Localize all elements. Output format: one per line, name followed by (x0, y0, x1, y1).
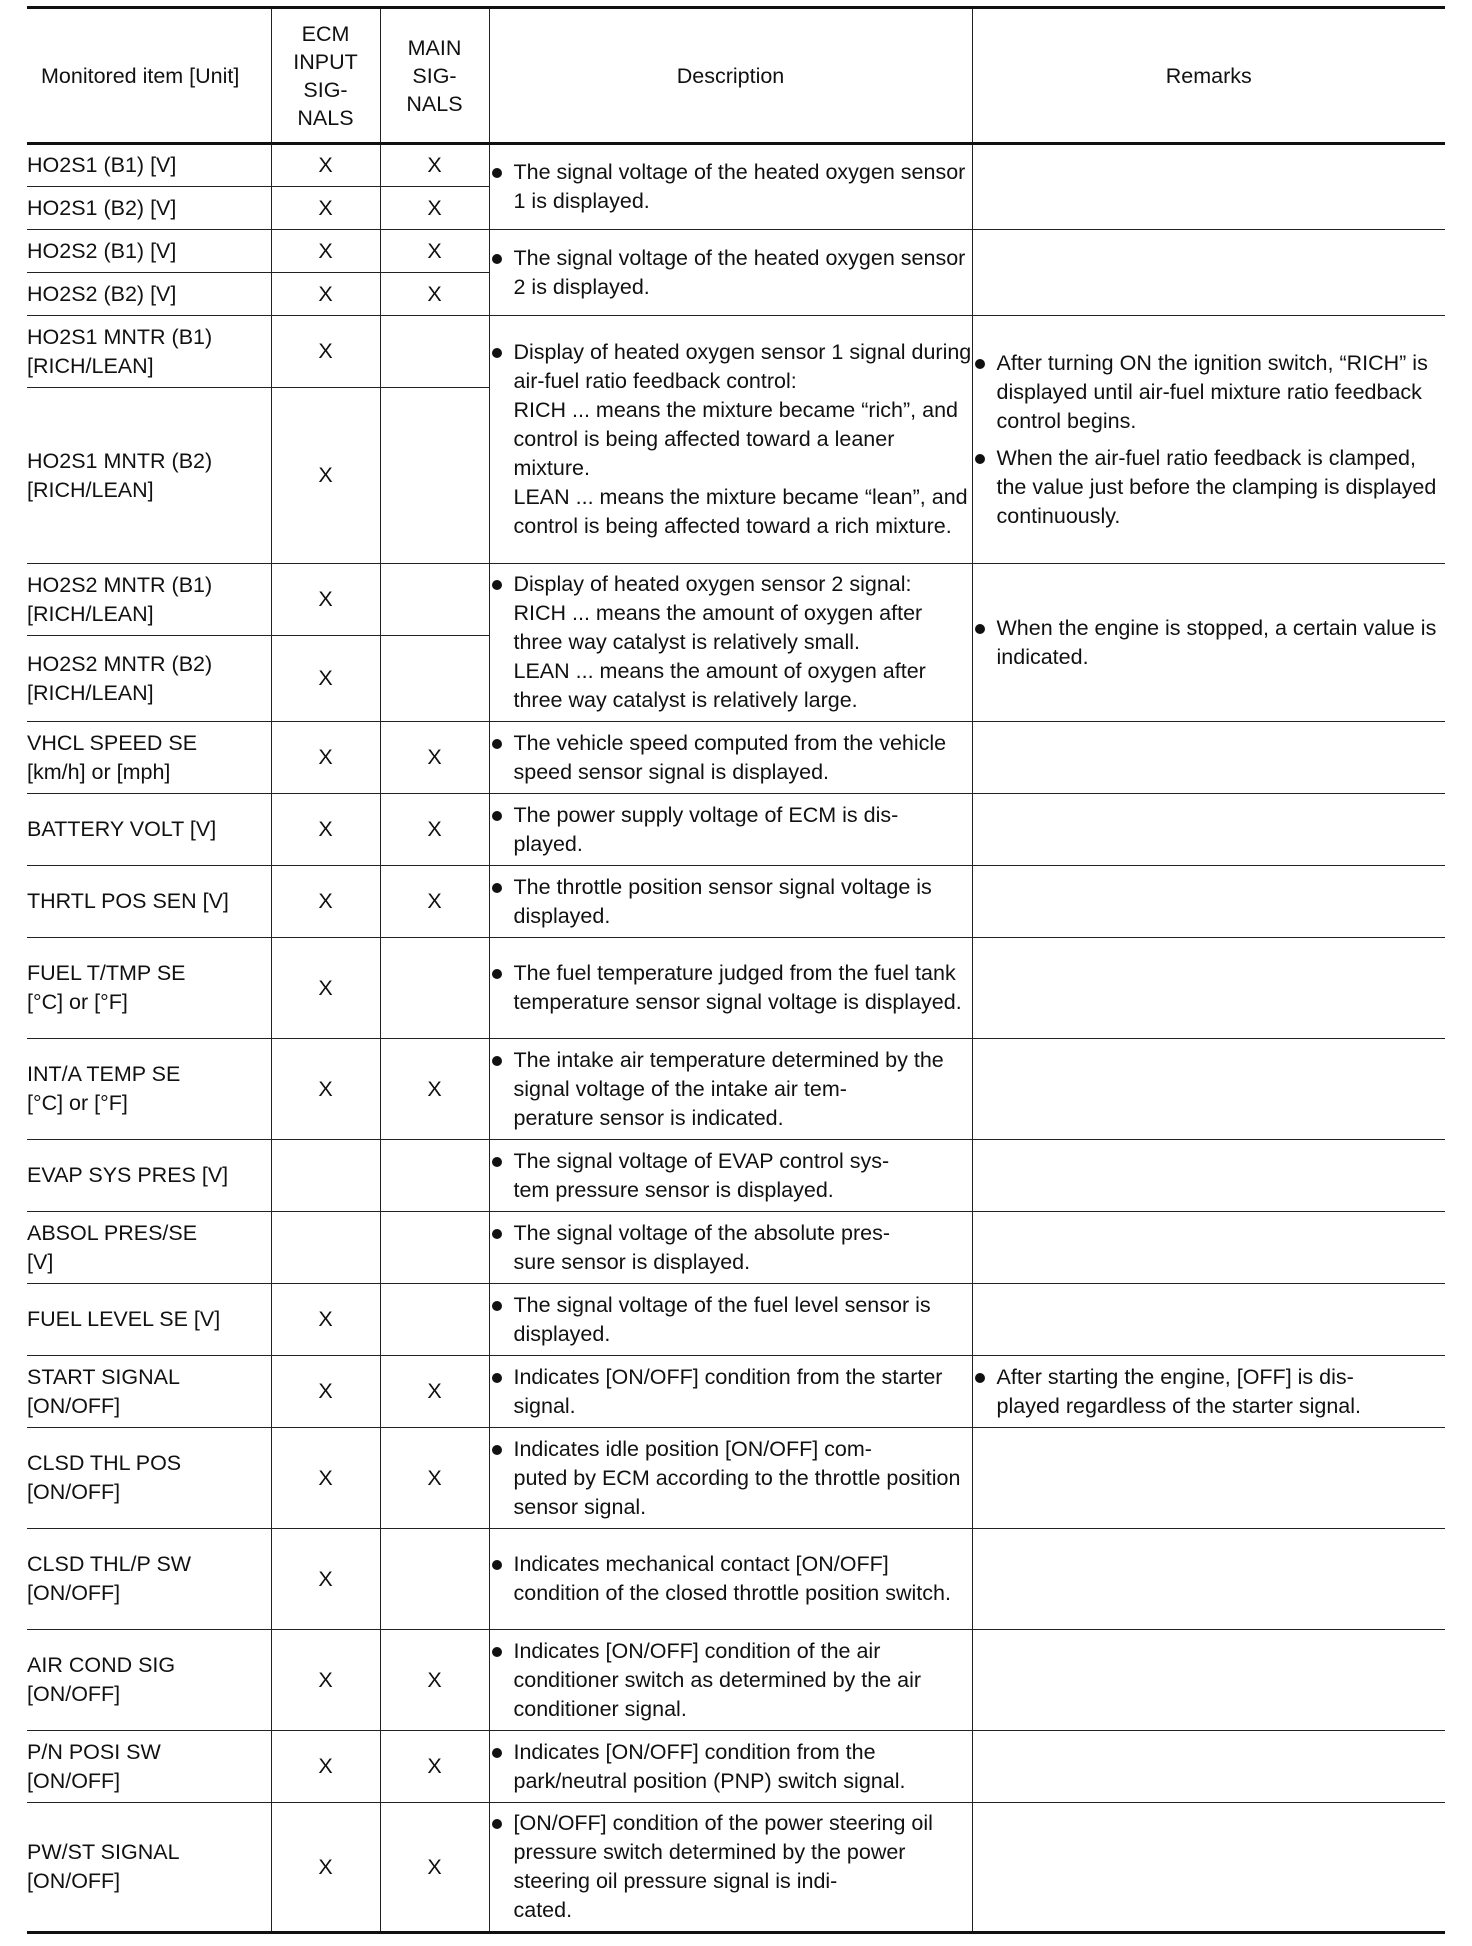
remarks-cell (972, 1140, 1445, 1212)
main-signal-mark (380, 1529, 489, 1630)
description-bullet: The signal voltage of the heated oxygen sensor 2 is displayed. (490, 244, 972, 302)
ecm-input-signal-mark: X (271, 1529, 380, 1630)
monitored-item-cell: HO2S2 (B1) [V] (27, 230, 271, 273)
table-row (27, 144, 1445, 187)
monitored-item-cell: CLSD THL POS [ON/OFF] (27, 1428, 271, 1529)
ecm-input-signal-mark: X (271, 230, 380, 273)
remarks-bullet: After turning ON the ignition switch, “RICH” is displayed until air-fuel mixture ratio feedback control begins. (973, 349, 1446, 436)
ecm-input-signal-mark: X (271, 1356, 380, 1428)
remarks-cell (972, 722, 1445, 794)
main-signal-mark: X (380, 866, 489, 938)
remarks-bullet: When the engine is stopped, a certain value is indicated. (973, 614, 1446, 672)
monitored-item-cell: FUEL T/TMP SE [°C] or [°F] (27, 938, 271, 1039)
main-signal-mark: X (380, 722, 489, 794)
table-body (27, 144, 1445, 1933)
monitored-item-cell: INT/A TEMP SE [°C] or [°F] (27, 1039, 271, 1140)
table-row (27, 794, 1445, 866)
remarks-cell (972, 1630, 1445, 1731)
remarks-cell (972, 230, 1445, 316)
main-signal-mark (380, 1140, 489, 1212)
main-signal-mark: X (380, 1039, 489, 1140)
remarks-cell (972, 1284, 1445, 1356)
header-monitored-item: Monitored item [Unit] (27, 8, 271, 144)
remarks-cell (972, 1356, 1445, 1428)
table-row (27, 722, 1445, 794)
main-signal-mark: X (380, 1731, 489, 1803)
table-row (27, 1731, 1445, 1803)
remarks-bullet: When the air-fuel ratio feedback is clamped, the value just before the clamping is displayed continuously. (973, 444, 1446, 531)
table-row (27, 1803, 1445, 1933)
table-row (27, 1140, 1445, 1212)
description-bullet: Display of heated oxygen sensor 1 signal during air-fuel ratio feedback control: RICH ... means the mixture became “rich”, and control is being affected toward a leaner mixture. LEAN ... means the mixture became “lean”, and control is being affected toward a rich mixture. (490, 338, 972, 541)
table-row (27, 1039, 1445, 1140)
table-row (27, 938, 1445, 1039)
description-cell (489, 564, 972, 722)
remarks-cell (972, 794, 1445, 866)
remarks-cell (972, 1529, 1445, 1630)
description-cell (489, 1284, 972, 1356)
header-remarks: Remarks (972, 8, 1445, 144)
table-row (27, 866, 1445, 938)
monitored-item-cell: START SIGNAL [ON/OFF] (27, 1356, 271, 1428)
description-cell (489, 1212, 972, 1284)
remarks-cell (972, 938, 1445, 1039)
description-bullet: Indicates [ON/OFF] condition from the starter signal. (490, 1363, 972, 1421)
description-cell (489, 722, 972, 794)
ecm-input-signal-mark: X (271, 1731, 380, 1803)
ecm-input-signal-mark: X (271, 388, 380, 564)
description-bullet: The throttle position sensor signal voltage is displayed. (490, 873, 972, 931)
table-row (27, 564, 1445, 636)
main-signal-mark (380, 938, 489, 1039)
main-signal-mark: X (380, 230, 489, 273)
description-bullet: [ON/OFF] condition of the power steering oil pressure switch determined by the power steering oil pressure signal is indi- cated. (490, 1809, 972, 1925)
monitored-item-cell: HO2S1 (B1) [V] (27, 144, 271, 187)
description-bullet: The signal voltage of the fuel level sensor is displayed. (490, 1291, 972, 1349)
description-cell (489, 1529, 972, 1630)
main-signal-mark (380, 564, 489, 636)
monitored-item-cell: THRTL POS SEN [V] (27, 866, 271, 938)
ecm-input-signal-mark: X (271, 794, 380, 866)
remarks-cell (972, 144, 1445, 230)
remarks-cell (972, 866, 1445, 938)
monitored-items-table (27, 6, 1445, 1934)
remarks-cell (972, 316, 1445, 564)
remarks-cell (972, 1731, 1445, 1803)
ecm-input-signal-mark: X (271, 144, 380, 187)
table-row (27, 230, 1445, 273)
description-bullet: Indicates [ON/OFF] condition of the air conditioner switch as determined by the air conditioner signal. (490, 1637, 972, 1724)
description-cell (489, 938, 972, 1039)
description-bullet: Indicates idle position [ON/OFF] com- puted by ECM according to the throttle position sensor signal. (490, 1435, 972, 1522)
table-row (27, 1630, 1445, 1731)
ecm-input-signal-mark (271, 1212, 380, 1284)
remarks-bullet: After starting the engine, [OFF] is dis- played regardless of the starter signal. (973, 1363, 1446, 1421)
description-bullet: Indicates [ON/OFF] condition from the park/neutral position (PNP) switch signal. (490, 1738, 972, 1796)
table-row (27, 316, 1445, 388)
description-bullet: The vehicle speed computed from the vehicle speed sensor signal is displayed. (490, 729, 972, 787)
description-bullet: Display of heated oxygen sensor 2 signal: RICH ... means the amount of oxygen after three way catalyst is relatively small. LEAN ... means the amount of oxygen after three way catalyst is relatively large. (490, 570, 972, 715)
main-signal-mark: X (380, 1803, 489, 1933)
ecm-input-signal-mark: X (271, 1039, 380, 1140)
main-signal-mark: X (380, 273, 489, 316)
header-row (27, 8, 1445, 144)
monitored-item-cell: HO2S2 MNTR (B1) [RICH/LEAN] (27, 564, 271, 636)
description-bullet: The intake air temperature determined by the signal voltage of the intake air tem- perature sensor is indicated. (490, 1046, 972, 1133)
table-row (27, 1212, 1445, 1284)
main-signal-mark (380, 388, 489, 564)
description-cell (489, 794, 972, 866)
monitored-item-cell: FUEL LEVEL SE [V] (27, 1284, 271, 1356)
table-row (27, 1356, 1445, 1428)
main-signal-mark: X (380, 1356, 489, 1428)
header-ecm-input-signals: ECM INPUT SIG- NALS (271, 8, 380, 144)
ecm-input-signal-mark: X (271, 187, 380, 230)
main-signal-mark: X (380, 794, 489, 866)
monitored-item-cell: HO2S2 MNTR (B2) [RICH/LEAN] (27, 636, 271, 722)
description-cell (489, 1356, 972, 1428)
ecm-input-signal-mark: X (271, 636, 380, 722)
ecm-input-signal-mark: X (271, 273, 380, 316)
monitored-item-cell: CLSD THL/P SW [ON/OFF] (27, 1529, 271, 1630)
main-signal-mark: X (380, 187, 489, 230)
header-description: Description (489, 8, 972, 144)
table-row (27, 1284, 1445, 1356)
monitored-item-cell: PW/ST SIGNAL [ON/OFF] (27, 1803, 271, 1933)
monitored-item-cell: P/N POSI SW [ON/OFF] (27, 1731, 271, 1803)
description-bullet: The fuel temperature judged from the fuel tank temperature sensor signal voltage is displayed. (490, 959, 972, 1017)
description-bullet: The signal voltage of the absolute pres- sure sensor is displayed. (490, 1219, 972, 1277)
monitored-item-cell: VHCL SPEED SE [km/h] or [mph] (27, 722, 271, 794)
monitored-item-cell: EVAP SYS PRES [V] (27, 1140, 271, 1212)
description-cell (489, 866, 972, 938)
description-cell (489, 1140, 972, 1212)
remarks-cell (972, 1803, 1445, 1933)
monitored-item-cell: HO2S2 (B2) [V] (27, 273, 271, 316)
ecm-input-signal-mark: X (271, 1284, 380, 1356)
ecm-input-signal-mark (271, 1140, 380, 1212)
description-bullet: Indicates mechanical contact [ON/OFF] condition of the closed throttle position switch. (490, 1550, 972, 1608)
description-bullet: The signal voltage of EVAP control sys- tem pressure sensor is displayed. (490, 1147, 972, 1205)
ecm-input-signal-mark: X (271, 1803, 380, 1933)
table-row (27, 1529, 1445, 1630)
remarks-cell (972, 1212, 1445, 1284)
main-signal-mark: X (380, 1630, 489, 1731)
monitored-item-cell: BATTERY VOLT [V] (27, 794, 271, 866)
description-cell (489, 230, 972, 316)
main-signal-mark (380, 316, 489, 388)
ecm-input-signal-mark: X (271, 564, 380, 636)
ecm-input-signal-mark: X (271, 866, 380, 938)
table-row (27, 1428, 1445, 1529)
description-cell (489, 1731, 972, 1803)
ecm-input-signal-mark: X (271, 1630, 380, 1731)
description-cell (489, 1630, 972, 1731)
remarks-cell (972, 564, 1445, 722)
monitored-item-cell: AIR COND SIG [ON/OFF] (27, 1630, 271, 1731)
description-cell (489, 144, 972, 230)
monitored-item-cell: HO2S1 (B2) [V] (27, 187, 271, 230)
remarks-cell (972, 1039, 1445, 1140)
description-bullet: The signal voltage of the heated oxygen sensor 1 is displayed. (490, 158, 972, 216)
main-signal-mark (380, 1212, 489, 1284)
monitored-item-cell: ABSOL PRES/SE [V] (27, 1212, 271, 1284)
description-cell (489, 1039, 972, 1140)
main-signal-mark (380, 1284, 489, 1356)
header-main-signals: MAIN SIG- NALS (380, 8, 489, 144)
remarks-cell (972, 1428, 1445, 1529)
description-cell (489, 1428, 972, 1529)
monitored-item-cell: HO2S1 MNTR (B1) [RICH/LEAN] (27, 316, 271, 388)
main-signal-mark (380, 636, 489, 722)
ecm-input-signal-mark: X (271, 1428, 380, 1529)
ecm-input-signal-mark: X (271, 722, 380, 794)
description-cell (489, 1803, 972, 1933)
description-bullet: The power supply voltage of ECM is dis- played. (490, 801, 972, 859)
description-cell (489, 316, 972, 564)
ecm-input-signal-mark: X (271, 316, 380, 388)
main-signal-mark: X (380, 144, 489, 187)
main-signal-mark: X (380, 1428, 489, 1529)
ecm-input-signal-mark: X (271, 938, 380, 1039)
monitored-item-cell: HO2S1 MNTR (B2) [RICH/LEAN] (27, 388, 271, 564)
